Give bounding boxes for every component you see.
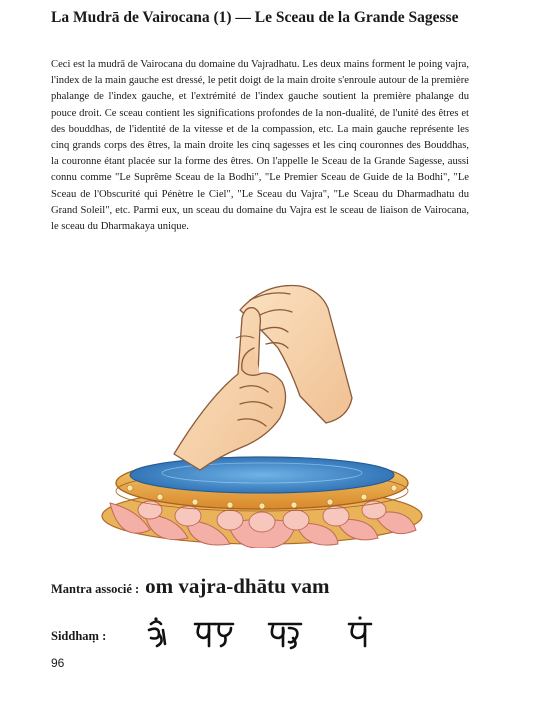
mudra-illustration (90, 278, 435, 548)
mantra-line (51, 574, 330, 599)
siddham-vajra-glyph (195, 624, 233, 646)
siddham-glyphs (143, 616, 383, 652)
siddham-om-glyph (149, 617, 165, 646)
mantra-label: Mantra associé : (51, 582, 140, 596)
body-paragraph: Ceci est la mudrā de Vairocana du domaine du Vajradhatu. Les deux mains forment le poing vajra, l'index de la main gauche est dressé, le petit doigt de la main droite s'enroule autour de la première phalange de l'index gauche, et l'extrémité de l'index gauche soutient la première phalange du pouce droit. Ce sceau contient les significations profondes de la non-dualité, de l'unité des êtres et des bouddhas, de l'identité de la vitesse et de la compassion, etc. La main gauche représente les cinq grands corps des êtres, la main droite les cinq sagesses et les cinq couronnes des Bouddhas, la couronne étant placée sur la forme des êtres. On l'appelle le Sceau de la Grande Sagesse, aussi connu comme "Le Suprême Sceau de la Bodhi", "Le Premier Sceau de Guide de la Bodhi", "Le Sceau de l'Obscurité qui Pénètre le Ciel", "Le Sceau du Vajra", "Le Sceau du Dharmadhatu du Grand Soleil", etc. Parmi eux, un sceau du domaine du Vajra est le sceau de liaison de Vairocana, le sceau du Dharmakaya unique. (51, 59, 469, 233)
siddham-dhatu-glyph (269, 624, 301, 648)
mudra-hands (174, 286, 352, 471)
mantra-text: om vajra-dhātu vam (145, 574, 330, 598)
page-number: 96 (51, 656, 65, 670)
siddham-vam-glyph (349, 616, 371, 646)
lotus-pedestal (102, 457, 422, 548)
siddham-line (51, 616, 451, 652)
siddham-label: Siddhaṃ : (51, 629, 107, 643)
page-title: La Mudrā de Vairocana (1) — Le Sceau de la Grande Sagesse (51, 9, 459, 26)
